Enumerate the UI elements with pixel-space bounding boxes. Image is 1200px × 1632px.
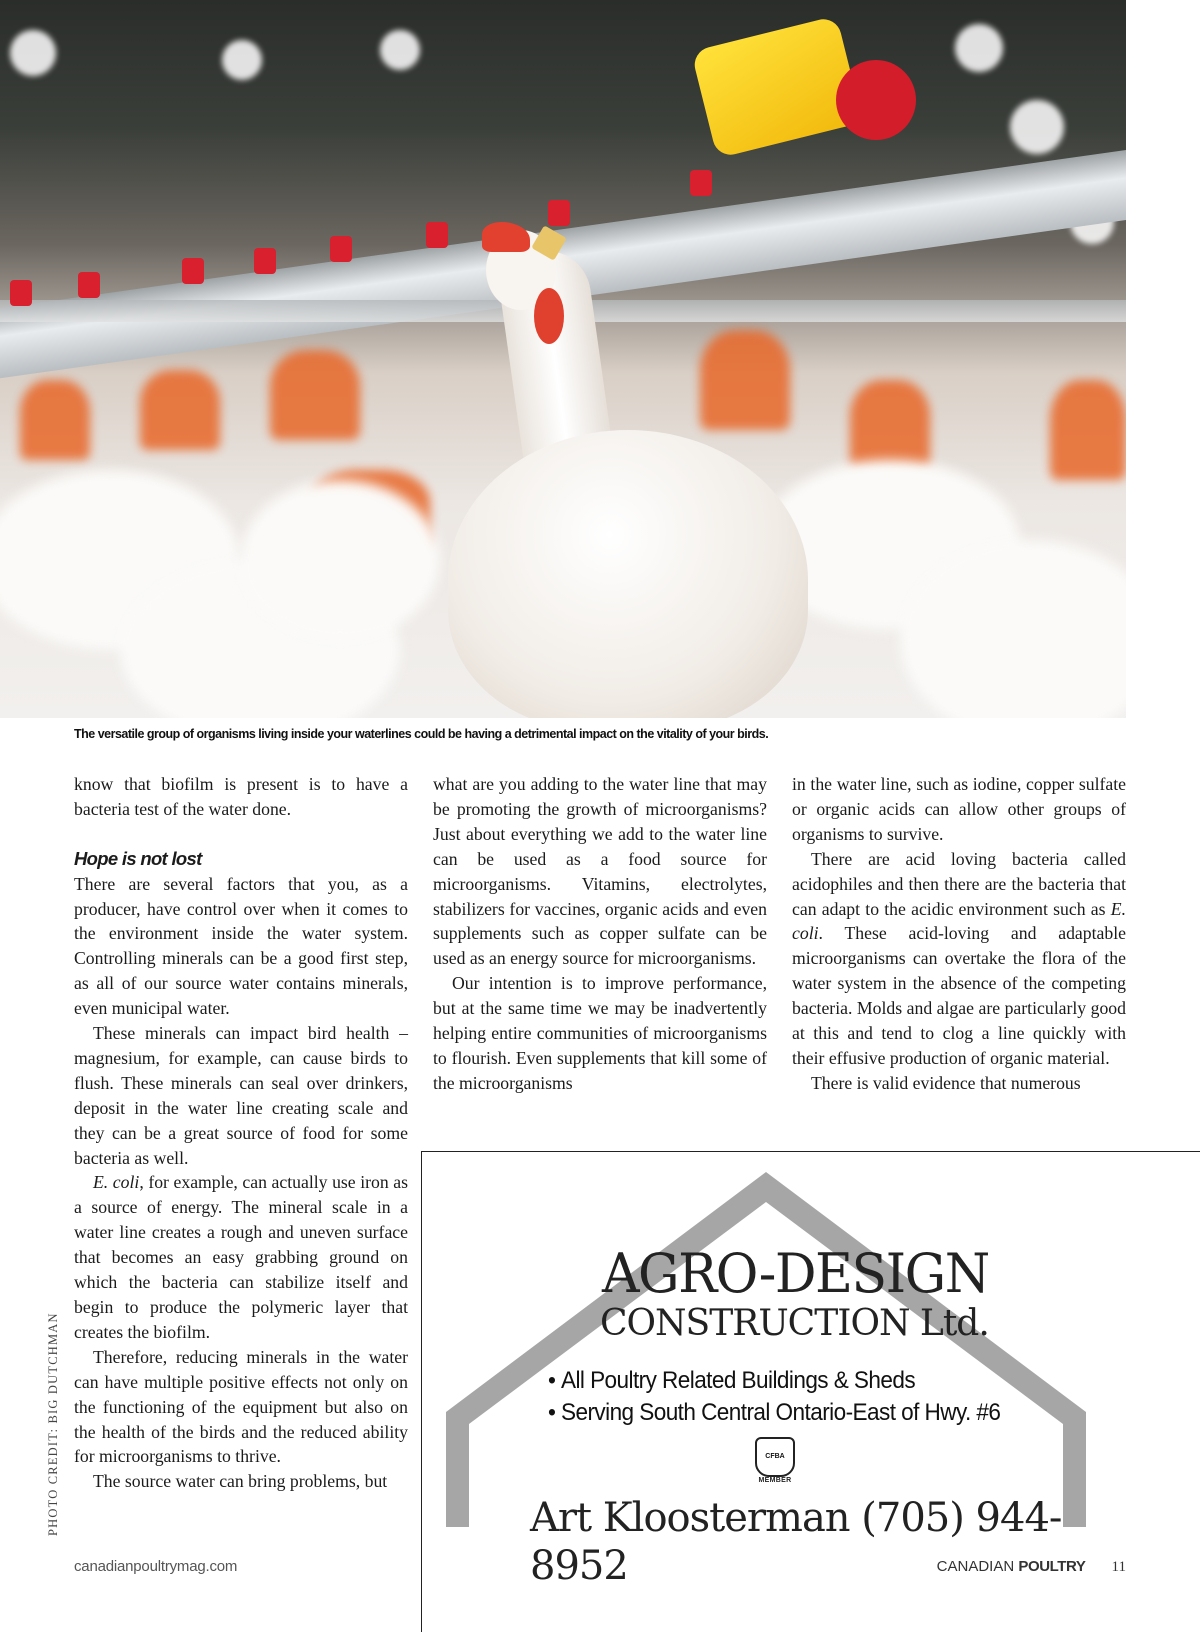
species-name: E. coli [792, 898, 1126, 944]
paragraph: Therefore, reducing minerals in the water can have multiple positive effects not only on the functioning of the equipment but also on the health of the birds and the reduced ability for microorganisms to thrive. [74, 1346, 408, 1467]
paragraph-text: . These acid-loving and adaptable microorganisms can overtake the flora of the water system in the absence of the competing bacteria. Molds and algae are particularly good at this and tend to clog a line quickly with their effusive production of organic material. [792, 923, 1126, 1068]
publication-name-light: CANADIAN [936, 1558, 1019, 1575]
species-name: E. coli [93, 1172, 140, 1193]
chicken-wattle [534, 288, 564, 344]
photo-credit: PHOTO CREDIT: BIG DUTCHMAN [46, 1312, 60, 1536]
paragraph: There is valid evidence that numerous [811, 1072, 1081, 1093]
article-column-1 [74, 772, 408, 1494]
article-column-2 [433, 772, 767, 1096]
paragraph: The source water can bring problems, but [93, 1471, 388, 1492]
paragraph: Our intention is to improve performance, but at the same time we may be inadvertently helping entire communities of microorganisms to flourish. Even supplements that kill some of the microorganisms [433, 973, 767, 1093]
paragraph-text: , for example, can actually use iron as a source of energy. The mineral scale in a water line creates a rough and uneven surface that becomes an easy grabbing ground on which the bacteria can stabilize itself and begin to produce the polymeric layer that creates the biofilm. [74, 1172, 409, 1342]
member-label: MEMBER [758, 1477, 792, 1484]
chicken-comb [482, 222, 530, 252]
section-heading: Hope is not lost [74, 847, 202, 869]
paragraph [792, 847, 1126, 1071]
footer-website[interactable]: canadianpoultrymag.com [74, 1558, 238, 1575]
page-number: 11 [1111, 1559, 1126, 1575]
hero-photo [0, 0, 1126, 718]
paragraph: There are several factors that you, as a producer, have control over when it comes to the environment inside the water system. Controlling minerals can be a good first step, as all of our source water contains minerals, even municipal water. [74, 873, 408, 1019]
paragraph [74, 1170, 408, 1344]
company-subtitle: CONSTRUCTION Ltd. [600, 1303, 989, 1344]
maple-leaf-icon: CFBA [755, 1437, 795, 1477]
footer-publication [937, 1558, 1126, 1576]
paragraph: These minerals can impact bird health – magnesium, for example, can cause birds to flush. These minerals can seal over drinkers, deposit in the water line creating scale and they can be a great source of food for some bacteria as well. [74, 1023, 408, 1168]
paragraph-text: There are acid loving bacteria called acidophiles and then there are the bacteria that can adapt to the acidic environment such as [792, 848, 1126, 919]
paragraph: know that biofilm is present is to have a bacteria test of the water done. [74, 774, 408, 819]
red-cap [836, 60, 916, 140]
contact-line: Art Kloosterman (705) 944-8952 [530, 1495, 1062, 1589]
service-item: • All Poultry Related Buildings & Sheds [548, 1365, 1074, 1397]
membership-badge [754, 1437, 796, 1487]
services-list [548, 1365, 1108, 1429]
publication-name-bold: POULTRY [1018, 1558, 1086, 1575]
paragraph: in the water line, such as iodine, copper sulfate or organic acids can allow other groups of organisms to survive. [792, 774, 1126, 844]
company-name: AGRO-DESIGN [602, 1242, 989, 1306]
chicken-body [448, 430, 808, 718]
photo-caption: The versatile group of organisms living inside your waterlines could be having a detrimental impact on the vitality of your birds. [74, 727, 769, 741]
service-item: • Serving South Central Ontario-East of Hwy. #6 [548, 1397, 1074, 1429]
article-column-3 [792, 772, 1126, 1096]
paragraph: what are you adding to the water line that may be promoting the growth of microorganisms? Just about everything we add to the water line can be used as a food source for microorganisms. Vitamins, electrolytes, stabilizers for vaccines, organic acids and even supplements such as copper sulfate can be used as an energy source for microorganisms. [433, 774, 767, 969]
